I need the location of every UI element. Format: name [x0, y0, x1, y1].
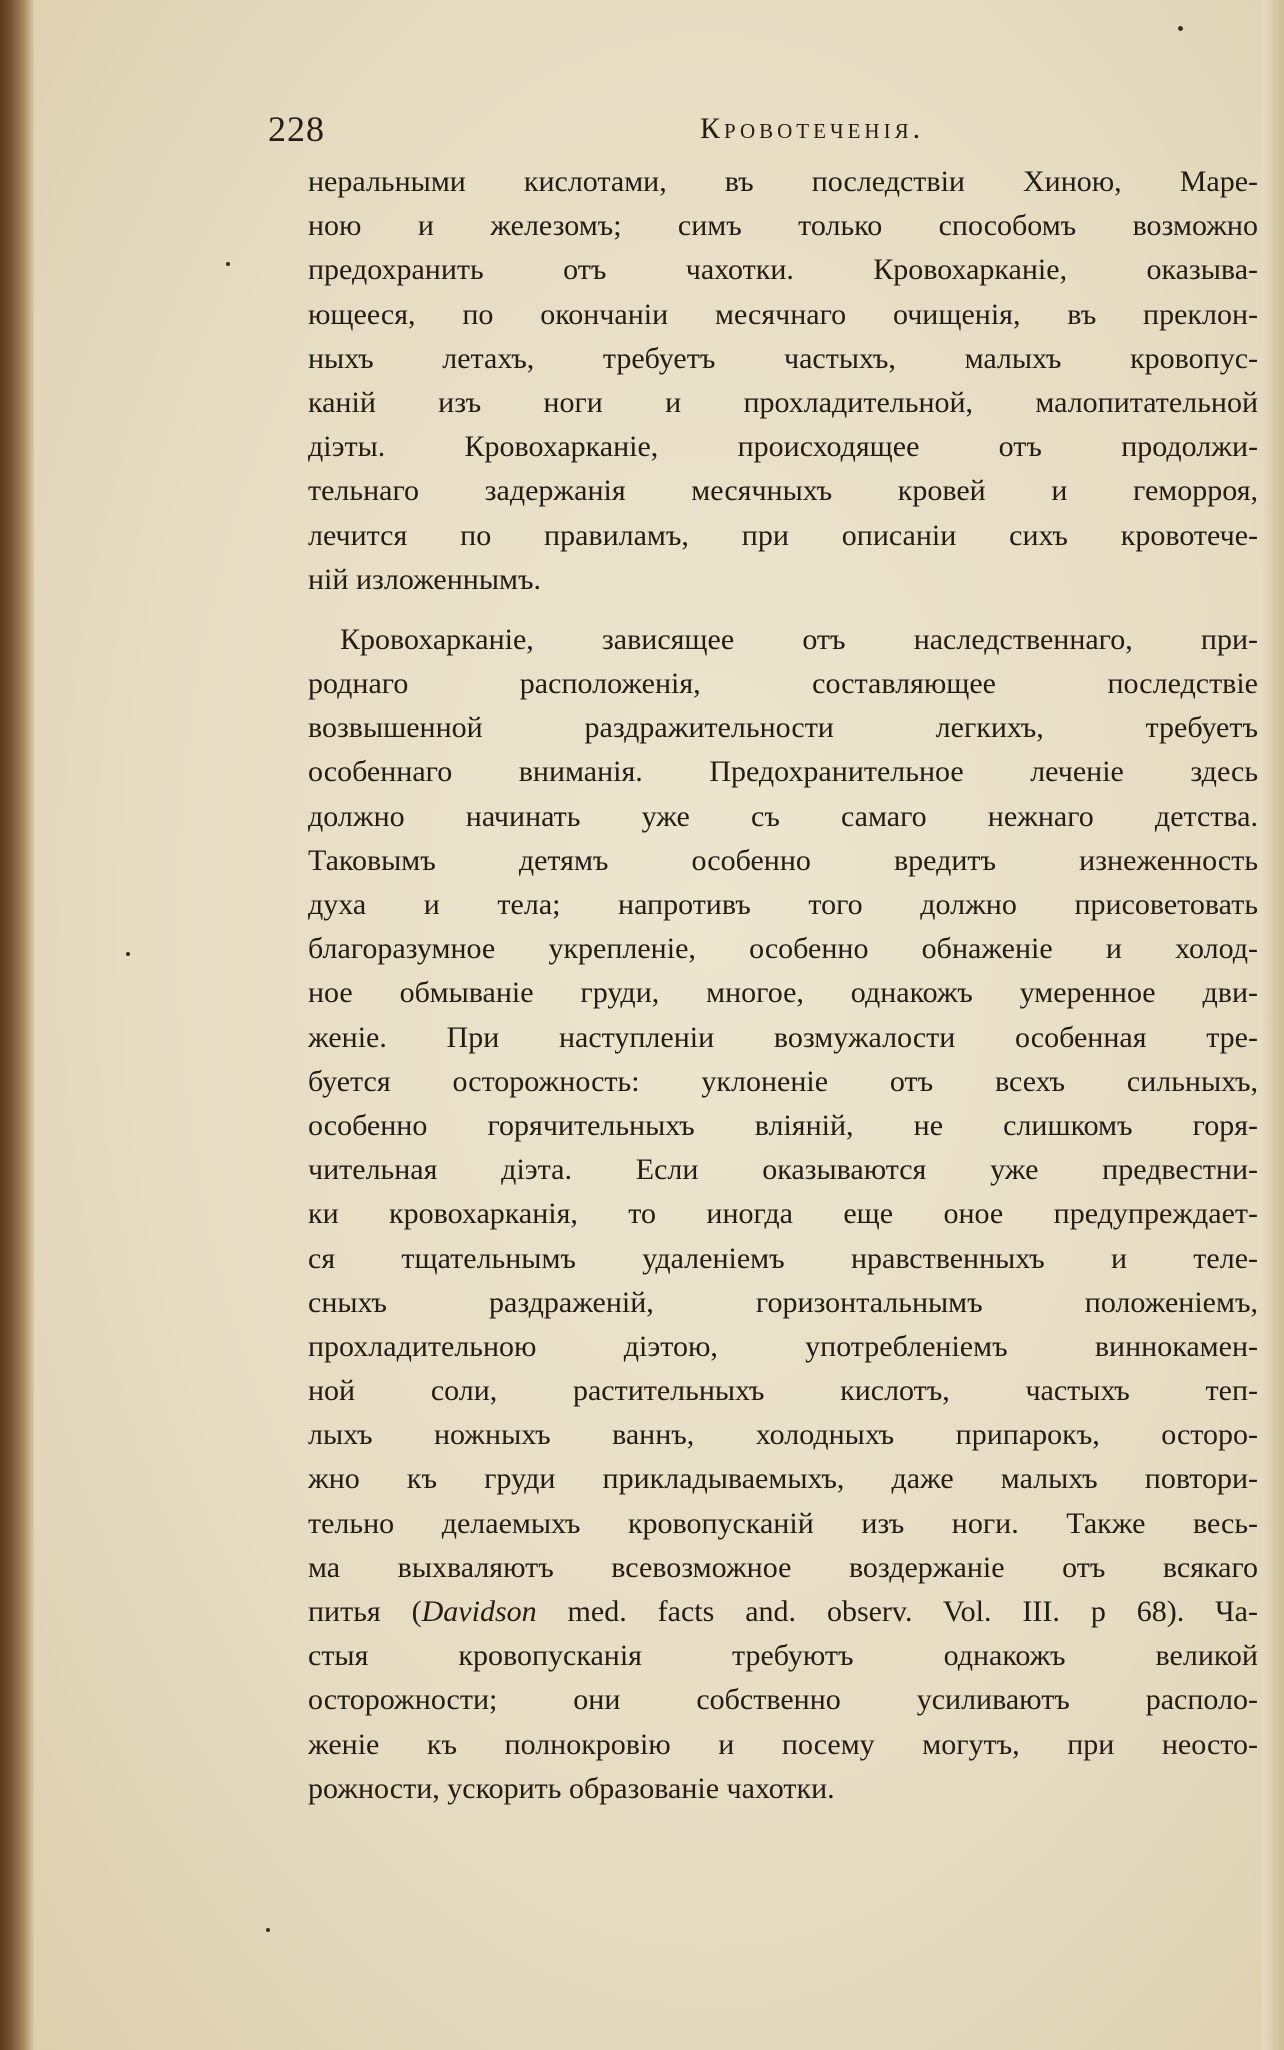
text-line: должно начинать уже съ самаго нежнаго детства.	[308, 799, 1258, 833]
citation-author: Davidson	[421, 1595, 537, 1628]
text-line: каній изъ ноги и прохладительной, малопитательной	[308, 385, 1258, 419]
text-line: тельнаго задержанія месячныхъ кровей и геморроя,	[308, 474, 1258, 508]
text-line: особенно горячительныхъ вліяній, не слишкомъ горя-	[308, 1108, 1258, 1142]
paper-speck	[266, 1928, 270, 1932]
text-line: сныхъ раздраженій, горизонтальнымъ положеніемъ,	[308, 1285, 1258, 1319]
citation-line	[308, 1590, 1258, 1634]
paper-speck	[126, 952, 130, 956]
page-header	[268, 108, 1158, 152]
text-line: возвышенной раздражительности легкихъ, требуетъ	[308, 711, 1258, 745]
text-line: діэты. Кровохарканіе, происходящее отъ продолжи-	[308, 430, 1258, 464]
text-line: духа и тела; напротивъ того должно присоветовать	[308, 888, 1258, 921]
text-line: ющееся, по окончаніи месячнаго очищенія, въ преклон-	[308, 297, 1258, 331]
text-line: предохранить отъ чахотки. Кровохарканіе, оказыва-	[308, 253, 1258, 287]
text-line: прохладительною діэтою, употребленіемъ виннокамен-	[308, 1329, 1258, 1363]
text-line: лыхъ ножныхъ ваннъ, холодныхъ припарокъ, осторо-	[308, 1418, 1258, 1452]
page-edge	[1262, 0, 1284, 2050]
text-line: ной соли, растительныхъ кислотъ, частыхъ теп-	[308, 1374, 1258, 1408]
citation-suffix: med. facts and. observ. Vol. III. p 68). Ча-	[536, 1595, 1258, 1628]
paper-speck	[226, 262, 230, 266]
text-line: ное обмываніе груди, многое, однакожъ умеренное дви-	[308, 976, 1258, 1010]
text-line: неральными кислотами, въ последствіи Хиною, Маре-	[308, 165, 1258, 198]
paragraph-1	[308, 160, 1258, 602]
paper-speck	[1178, 26, 1183, 31]
text-line: женіе. При наступленіи возмужалости особенная тре-	[308, 1020, 1258, 1054]
text-line: ся тщательнымъ удаленіемъ нравственныхъ и теле-	[308, 1241, 1258, 1275]
text-line: роднаго расположенія, составляющее последствіе	[308, 667, 1258, 701]
text-line: стыя кровопусканія требуютъ однакожъ великой	[308, 1639, 1258, 1673]
text-line: лечится по правиламъ, при описаніи сихъ кровотече-	[308, 518, 1258, 552]
text-line: ній изложеннымъ.	[308, 562, 541, 596]
text-line: Таковымъ детямъ особенно вредитъ изнеженность	[308, 843, 1258, 877]
paragraph-2	[308, 618, 1258, 1811]
text-line: ныхъ летахъ, требуетъ частыхъ, малыхъ кровопус-	[308, 341, 1258, 375]
text-line: ма выхваляютъ всевозможное воздержаніе отъ всякаго	[308, 1550, 1258, 1584]
text-line: ки кровохарканія, то иногда еще оное предупреждает-	[308, 1197, 1258, 1231]
page-body	[308, 160, 1258, 1811]
text-line: Кровохарканіе, зависящее отъ наследственнаго, при-	[340, 622, 1258, 656]
text-line: жно къ груди прикладываемыхъ, даже малыхъ повтори-	[308, 1462, 1258, 1496]
book-spine-shadow	[0, 0, 34, 2050]
text-line: осторожности; они собственно усиливаютъ располо-	[308, 1683, 1258, 1717]
running-title: Кровотеченія.	[700, 112, 925, 145]
text-line: ною и железомъ; симъ только способомъ возможно	[308, 209, 1258, 243]
text-line: рожности, ускорить образованіе чахотки.	[308, 1771, 835, 1805]
page-number: 228	[268, 109, 325, 149]
citation-prefix: питья (	[308, 1595, 422, 1628]
text-line: буется осторожность: уклоненіе отъ всехъ сильныхъ,	[308, 1064, 1258, 1098]
text-line: благоразумное укрепленіе, особенно обнаженіе и холод-	[308, 932, 1258, 966]
text-line: тельно делаемыхъ кровопусканій изъ ноги. Также весь-	[308, 1506, 1258, 1540]
text-line: особеннаго вниманія. Предохранительное леченіе здесь	[308, 755, 1258, 789]
text-line: чительная діэта. Если оказываются уже предвестни-	[308, 1153, 1258, 1187]
text-line: женіе къ полнокровію и посему могутъ, при неосто-	[308, 1727, 1258, 1761]
